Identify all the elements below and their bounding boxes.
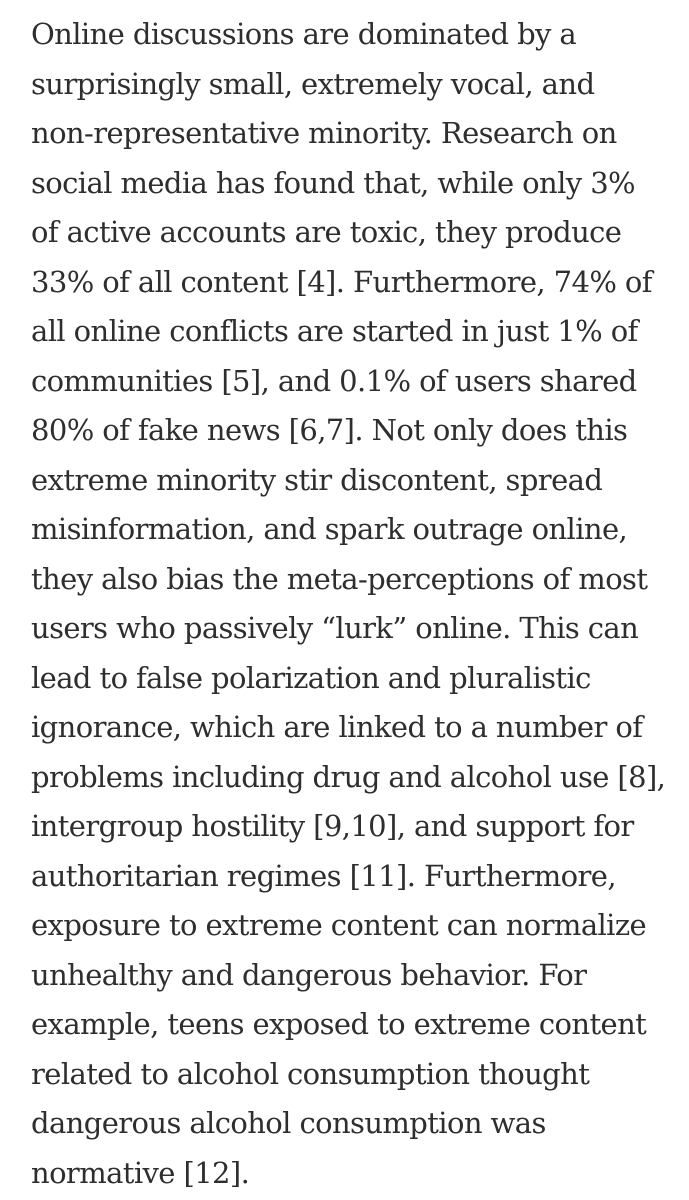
text-line: problems including drug and alcohol use [8], <box>31 759 666 794</box>
text-line: social media has found that, while only 3% <box>31 165 636 200</box>
text-line: of active accounts are toxic, they produce <box>31 215 622 249</box>
text-line: all online conflicts are started in just 1% of <box>31 314 638 348</box>
text-line: misinformation, and spark outrage online, <box>31 512 628 546</box>
text-line: related to alcohol consumption thought <box>31 1056 590 1091</box>
text-line: unhealthy and dangerous behavior. For <box>31 957 587 992</box>
text-line: Online discussions are dominated by a <box>31 17 577 51</box>
body-paragraph <box>31 10 671 1198</box>
text-line: users who passively “lurk” online. This can <box>31 611 639 645</box>
text-line: they also bias the meta-perceptions of most <box>31 561 648 596</box>
text-line: lead to false polarization and pluralistic <box>31 660 591 695</box>
text-line: non-representative minority. Research on <box>31 116 617 150</box>
text-line: normative [12]. <box>31 1155 250 1190</box>
text-line: intergroup hostility [9,10], and support for <box>31 809 634 843</box>
article-body <box>31 10 671 1198</box>
text-line: example, teens exposed to extreme content <box>31 1007 647 1041</box>
text-line: 80% of fake news [6,7]. Not only does this <box>31 413 628 447</box>
text-line: ignorance, which are linked to a number of <box>31 710 643 744</box>
text-line: 33% of all content [4]. Furthermore, 74% of <box>31 264 652 299</box>
text-line: authoritarian regimes [11]. Furthermore, <box>31 858 616 893</box>
text-line: extreme minority stir discontent, spread <box>31 462 603 497</box>
text-line: surprisingly small, extremely vocal, and <box>31 66 595 101</box>
text-line: communities [5], and 0.1% of users shared <box>31 363 637 398</box>
text-line: dangerous alcohol consumption was <box>31 1106 546 1140</box>
text-line: exposure to extreme content can normalize <box>31 908 647 942</box>
